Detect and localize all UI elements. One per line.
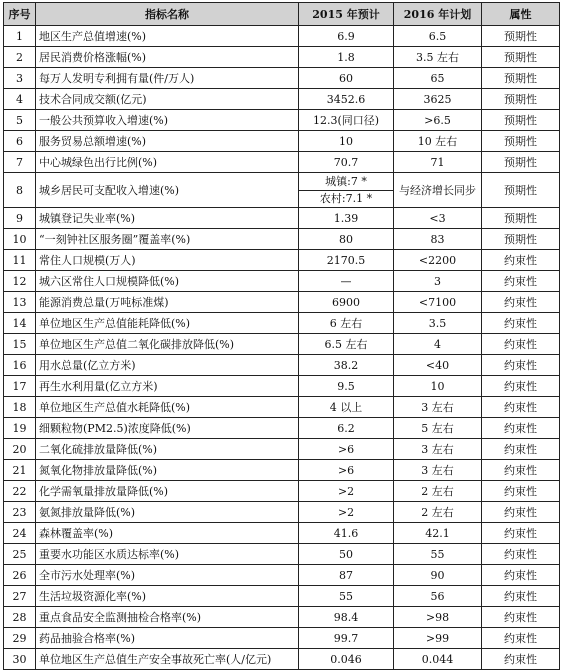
- header-name: 指标名称: [36, 3, 299, 26]
- plan-2016-value: 3 左右: [394, 460, 482, 481]
- indicator-name: 城镇登记失业率(%): [36, 208, 299, 229]
- plan-2016-value: <40: [394, 355, 482, 376]
- indicator-name: 能源消费总量(万吨标准煤): [36, 292, 299, 313]
- attribute-value: 约束性: [482, 586, 560, 607]
- table-row: [4, 208, 560, 229]
- table-row: [4, 376, 560, 397]
- plan-2016-value: <7100: [394, 292, 482, 313]
- forecast-2015-value: 10: [299, 131, 394, 152]
- forecast-2015-value: >6: [299, 439, 394, 460]
- forecast-2015-value: 50: [299, 544, 394, 565]
- table-row: [4, 292, 560, 313]
- attribute-value: 约束性: [482, 397, 560, 418]
- plan-2016-value: 10: [394, 376, 482, 397]
- header-forecast-2015: 2015 年预计: [299, 3, 394, 26]
- indicator-name: 用水总量(亿立方米): [36, 355, 299, 376]
- plan-2016-value: 5 左右: [394, 418, 482, 439]
- plan-2016-value: <2200: [394, 250, 482, 271]
- table-row: [4, 89, 560, 110]
- row-index: 6: [4, 131, 36, 152]
- plan-2016-value: 3 左右: [394, 397, 482, 418]
- forecast-2015-value: 1.39: [299, 208, 394, 229]
- forecast-2015-value: 6900: [299, 292, 394, 313]
- indicator-name: 二氧化硫排放量降低(%): [36, 439, 299, 460]
- table-row: [4, 355, 560, 376]
- table-row: [4, 418, 560, 439]
- table-row: [4, 271, 560, 292]
- plan-2016-value: >98: [394, 607, 482, 628]
- attribute-value: 预期性: [482, 89, 560, 110]
- forecast-2015-value: 98.4: [299, 607, 394, 628]
- table-row: [4, 649, 560, 670]
- attribute-value: 预期性: [482, 229, 560, 250]
- row-index: 7: [4, 152, 36, 173]
- attribute-value: 约束性: [482, 313, 560, 334]
- row-index: 4: [4, 89, 36, 110]
- attribute-value: 约束性: [482, 607, 560, 628]
- attribute-value: 约束性: [482, 544, 560, 565]
- attribute-value: 预期性: [482, 131, 560, 152]
- table-header: [4, 3, 560, 26]
- attribute-value: 预期性: [482, 26, 560, 47]
- plan-2016-value: 2 左右: [394, 481, 482, 502]
- forecast-2015-value: 60: [299, 68, 394, 89]
- row-index: 30: [4, 649, 36, 670]
- indicator-name: 一般公共预算收入增速(%): [36, 110, 299, 131]
- indicator-name: 单位地区生产总值二氧化碳排放降低(%): [36, 334, 299, 355]
- indicator-name: 单位地区生产总值水耗降低(%): [36, 397, 299, 418]
- plan-2016-value: 3625: [394, 89, 482, 110]
- plan-2016-value: 83: [394, 229, 482, 250]
- plan-2016-value: 42.1: [394, 523, 482, 544]
- forecast-2015-value: 87: [299, 565, 394, 586]
- row-index: 5: [4, 110, 36, 131]
- forecast-2015-value: >6: [299, 460, 394, 481]
- attribute-value: 约束性: [482, 418, 560, 439]
- table-row: [4, 131, 560, 152]
- forecast-2015-value: 99.7: [299, 628, 394, 649]
- row-index: 10: [4, 229, 36, 250]
- plan-2016-value: 3.5: [394, 313, 482, 334]
- plan-2016-value: 4: [394, 334, 482, 355]
- table-row: [4, 523, 560, 544]
- table-row: [4, 586, 560, 607]
- table-body: [4, 26, 560, 670]
- attribute-value: 约束性: [482, 460, 560, 481]
- indicator-name: 单位地区生产总值生产安全事故死亡率(人/亿元): [36, 649, 299, 670]
- row-index: 20: [4, 439, 36, 460]
- attribute-value: 约束性: [482, 481, 560, 502]
- indicator-name: 服务贸易总额增速(%): [36, 131, 299, 152]
- forecast-2015-value: 80: [299, 229, 394, 250]
- table-row: [4, 565, 560, 586]
- forecast-2015-value: 6 左右: [299, 313, 394, 334]
- forecast-2015-value: 9.5: [299, 376, 394, 397]
- attribute-value: 预期性: [482, 173, 560, 208]
- indicator-table-container: [3, 2, 559, 670]
- indicator-name: “一刻钟社区服务圈”覆盖率(%): [36, 229, 299, 250]
- forecast-2015-cell: [299, 173, 394, 208]
- attribute-value: 约束性: [482, 628, 560, 649]
- row-index: 15: [4, 334, 36, 355]
- table-row: [4, 334, 560, 355]
- plan-2016-value: >6.5: [394, 110, 482, 131]
- attribute-value: 约束性: [482, 439, 560, 460]
- table-row: [4, 26, 560, 47]
- plan-2016-value: 10 左右: [394, 131, 482, 152]
- forecast-2015-value: 12.3(同口径): [299, 110, 394, 131]
- row-index: 13: [4, 292, 36, 313]
- indicator-name: 细颗粒物(PM2.5)浓度降低(%): [36, 418, 299, 439]
- plan-2016-value: 2 左右: [394, 502, 482, 523]
- forecast-2015-value: 70.7: [299, 152, 394, 173]
- forecast-2015-value: 1.8: [299, 47, 394, 68]
- table-row: [4, 607, 560, 628]
- plan-2016-value: 55: [394, 544, 482, 565]
- plan-2016-value: <3: [394, 208, 482, 229]
- forecast-urban-value: 城镇:7 *: [325, 174, 367, 188]
- forecast-2015-value: 6.2: [299, 418, 394, 439]
- attribute-value: 预期性: [482, 47, 560, 68]
- row-index: 17: [4, 376, 36, 397]
- attribute-value: 约束性: [482, 292, 560, 313]
- plan-2016-value: 71: [394, 152, 482, 173]
- row-index: 27: [4, 586, 36, 607]
- table-row: [4, 502, 560, 523]
- row-index: 23: [4, 502, 36, 523]
- row-index: 3: [4, 68, 36, 89]
- row-index: 1: [4, 26, 36, 47]
- forecast-2015-value: >2: [299, 481, 394, 502]
- row-index: 8: [4, 173, 36, 208]
- forecast-2015-value: 6.5 左右: [299, 334, 394, 355]
- attribute-value: 约束性: [482, 250, 560, 271]
- plan-2016-value: 0.044: [394, 649, 482, 670]
- plan-2016-value: 与经济增长同步: [394, 173, 482, 208]
- attribute-value: 约束性: [482, 334, 560, 355]
- attribute-value: 约束性: [482, 376, 560, 397]
- attribute-value: 约束性: [482, 523, 560, 544]
- table-row: [4, 628, 560, 649]
- header-attribute: 属性: [482, 3, 560, 26]
- row-index: 9: [4, 208, 36, 229]
- forecast-2015-value: 0.046: [299, 649, 394, 670]
- forecast-2015-value: 38.2: [299, 355, 394, 376]
- plan-2016-value: 6.5: [394, 26, 482, 47]
- indicator-name: 再生水利用量(亿立方米): [36, 376, 299, 397]
- row-index: 11: [4, 250, 36, 271]
- table-row: [4, 313, 560, 334]
- table-row: [4, 439, 560, 460]
- header-row: [4, 3, 560, 26]
- forecast-2015-value: 4 以上: [299, 397, 394, 418]
- table-row: [4, 544, 560, 565]
- indicator-table: [3, 2, 560, 670]
- table-row: [4, 481, 560, 502]
- attribute-value: 预期性: [482, 110, 560, 131]
- attribute-value: 预期性: [482, 68, 560, 89]
- indicator-name: 常住人口规模(万人): [36, 250, 299, 271]
- table-row: [4, 47, 560, 68]
- attribute-value: 约束性: [482, 271, 560, 292]
- table-row: [4, 250, 560, 271]
- table-row: [4, 152, 560, 173]
- row-index: 19: [4, 418, 36, 439]
- indicator-name: 重要水功能区水质达标率(%): [36, 544, 299, 565]
- plan-2016-value: 3 左右: [394, 439, 482, 460]
- row-index: 16: [4, 355, 36, 376]
- plan-2016-value: 56: [394, 586, 482, 607]
- table-row: [4, 397, 560, 418]
- indicator-name: 城六区常住人口规模降低(%): [36, 271, 299, 292]
- forecast-2015-value: 3452.6: [299, 89, 394, 110]
- row-index: 18: [4, 397, 36, 418]
- header-index: 序号: [4, 3, 36, 26]
- table-row: [4, 460, 560, 481]
- indicator-name: 全市污水处理率(%): [36, 565, 299, 586]
- indicator-name: 城乡居民可支配收入增速(%): [36, 173, 299, 208]
- plan-2016-value: 3.5 左右: [394, 47, 482, 68]
- indicator-name: 居民消费价格涨幅(%): [36, 47, 299, 68]
- row-index: 2: [4, 47, 36, 68]
- indicator-name: 药品抽验合格率(%): [36, 628, 299, 649]
- plan-2016-value: 3: [394, 271, 482, 292]
- forecast-2015-value: 6.9: [299, 26, 394, 47]
- indicator-name: 地区生产总值增速(%): [36, 26, 299, 47]
- forecast-2015-value: 2170.5: [299, 250, 394, 271]
- indicator-name: 中心城绿色出行比例(%): [36, 152, 299, 173]
- indicator-name: 化学需氧量排放量降低(%): [36, 481, 299, 502]
- plan-2016-value: >99: [394, 628, 482, 649]
- plan-2016-value: 90: [394, 565, 482, 586]
- table-row: [4, 110, 560, 131]
- row-index: 12: [4, 271, 36, 292]
- attribute-value: 预期性: [482, 208, 560, 229]
- header-plan-2016: 2016 年计划: [394, 3, 482, 26]
- row-index: 22: [4, 481, 36, 502]
- table-row: [4, 68, 560, 89]
- table-row: [4, 173, 560, 208]
- row-index: 28: [4, 607, 36, 628]
- attribute-value: 约束性: [482, 355, 560, 376]
- indicator-name: 重点食品安全监测抽检合格率(%): [36, 607, 299, 628]
- indicator-name: 生活垃圾资源化率(%): [36, 586, 299, 607]
- forecast-2015-value: >2: [299, 502, 394, 523]
- table-row: [4, 229, 560, 250]
- indicator-name: 每万人发明专利拥有量(件/万人): [36, 68, 299, 89]
- row-index: 29: [4, 628, 36, 649]
- indicator-name: 森林覆盖率(%): [36, 523, 299, 544]
- forecast-2015-value: 55: [299, 586, 394, 607]
- attribute-value: 约束性: [482, 565, 560, 586]
- attribute-value: 预期性: [482, 152, 560, 173]
- indicator-name: 技术合同成交额(亿元): [36, 89, 299, 110]
- forecast-rural-value: 农村:7.1 *: [299, 190, 394, 207]
- row-index: 21: [4, 460, 36, 481]
- attribute-value: 约束性: [482, 649, 560, 670]
- row-index: 26: [4, 565, 36, 586]
- plan-2016-value: 65: [394, 68, 482, 89]
- forecast-2015-value: 41.6: [299, 523, 394, 544]
- forecast-2015-value: —: [299, 271, 394, 292]
- indicator-name: 氮氧化物排放量降低(%): [36, 460, 299, 481]
- attribute-value: 约束性: [482, 502, 560, 523]
- row-index: 24: [4, 523, 36, 544]
- indicator-name: 单位地区生产总值能耗降低(%): [36, 313, 299, 334]
- row-index: 14: [4, 313, 36, 334]
- row-index: 25: [4, 544, 36, 565]
- indicator-name: 氨氮排放量降低(%): [36, 502, 299, 523]
